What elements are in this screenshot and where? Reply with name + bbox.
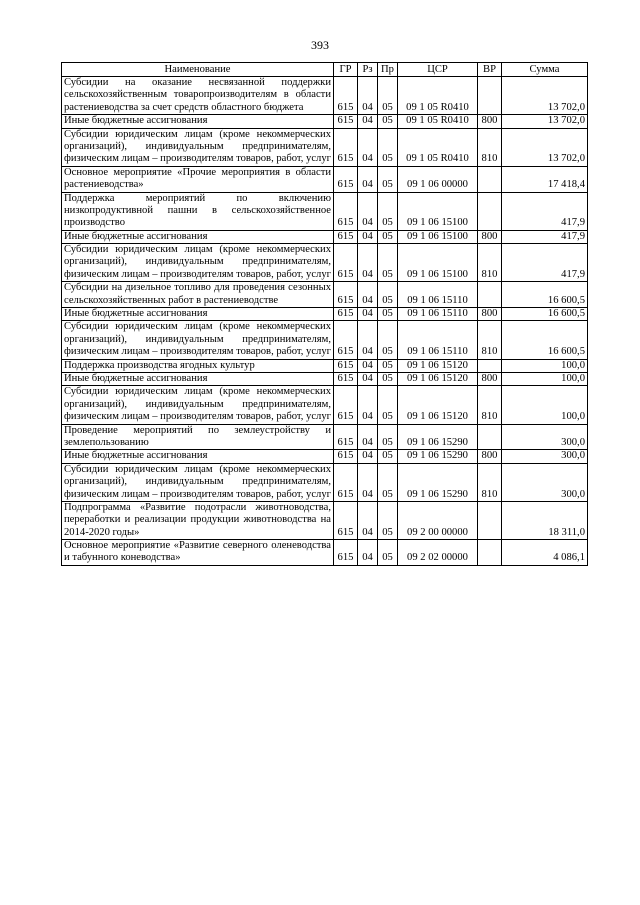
sum-cell: 16 600,5: [502, 321, 588, 359]
vr-cell: [478, 166, 502, 192]
pr-cell: 05: [378, 359, 398, 372]
vr-cell: [478, 359, 502, 372]
pr-cell: 05: [378, 540, 398, 566]
budget-table: [61, 62, 588, 566]
csr-cell: 09 1 06 15110: [398, 282, 478, 308]
name-cell: Субсидии юридическим лицам (кроме некоммерческих организаций), индивидуальным предпринимателям, физическим лицам – производителям товаров, работ, услуг: [62, 321, 334, 359]
csr-cell: 09 1 06 15110: [398, 321, 478, 359]
vr-cell: [478, 501, 502, 539]
rz-cell: 04: [358, 463, 378, 501]
table-row: [62, 501, 588, 539]
table-header-row: [62, 63, 588, 77]
header-name: Наименование: [62, 63, 334, 77]
rz-cell: 04: [358, 244, 378, 282]
gr-cell: 615: [334, 282, 358, 308]
sum-cell: 417,9: [502, 230, 588, 243]
vr-cell: [478, 424, 502, 450]
csr-cell: 09 1 06 15120: [398, 386, 478, 424]
csr-cell: 09 1 05 R0410: [398, 128, 478, 166]
header-vr: ВР: [478, 63, 502, 77]
table-row: [62, 321, 588, 359]
rz-cell: 04: [358, 386, 378, 424]
gr-cell: 615: [334, 386, 358, 424]
pr-cell: 05: [378, 501, 398, 539]
rz-cell: 04: [358, 359, 378, 372]
name-cell: Иные бюджетные ассигнования: [62, 308, 334, 321]
name-cell: Субсидии на дизельное топливо для проведения сезонных сельскохозяйственных работ в растениеводстве: [62, 282, 334, 308]
rz-cell: 04: [358, 450, 378, 463]
name-cell: Субсидии юридическим лицам (кроме некоммерческих организаций), индивидуальным предпринимателям, физическим лицам – производителям товаров, работ, услуг: [62, 128, 334, 166]
header-pr: Пр: [378, 63, 398, 77]
pr-cell: 05: [378, 424, 398, 450]
table-row: [62, 115, 588, 128]
pr-cell: 05: [378, 166, 398, 192]
name-cell: Поддержка производства ягодных культур: [62, 359, 334, 372]
csr-cell: 09 1 05 R0410: [398, 77, 478, 115]
table-row: [62, 77, 588, 115]
vr-cell: 800: [478, 372, 502, 385]
csr-cell: 09 2 00 00000: [398, 501, 478, 539]
csr-cell: 09 1 06 15120: [398, 372, 478, 385]
sum-cell: 18 311,0: [502, 501, 588, 539]
rz-cell: 04: [358, 192, 378, 230]
table-row: [62, 540, 588, 566]
table-row: [62, 230, 588, 243]
sum-cell: 16 600,5: [502, 308, 588, 321]
gr-cell: 615: [334, 321, 358, 359]
pr-cell: 05: [378, 128, 398, 166]
sum-cell: 13 702,0: [502, 128, 588, 166]
gr-cell: 615: [334, 424, 358, 450]
header-sum: Сумма: [502, 63, 588, 77]
name-cell: Субсидии юридическим лицам (кроме некоммерческих организаций), индивидуальным предпринимателям, физическим лицам – производителям товаров, работ, услуг: [62, 386, 334, 424]
gr-cell: 615: [334, 128, 358, 166]
name-cell: Подпрограмма «Развитие подотрасли животноводства, переработки и реализации продукции животноводства на 2014-2020 годы»: [62, 501, 334, 539]
table-row: [62, 308, 588, 321]
vr-cell: 800: [478, 450, 502, 463]
vr-cell: [478, 192, 502, 230]
table-row: [62, 244, 588, 282]
csr-cell: 09 1 06 15100: [398, 192, 478, 230]
header-gr: ГР: [334, 63, 358, 77]
pr-cell: 05: [378, 450, 398, 463]
gr-cell: 615: [334, 230, 358, 243]
name-cell: Поддержка мероприятий по включению низкопродуктивной пашни в сельскохозяйственное производство: [62, 192, 334, 230]
vr-cell: 810: [478, 128, 502, 166]
csr-cell: 09 1 06 15120: [398, 359, 478, 372]
gr-cell: 615: [334, 501, 358, 539]
table-row: [62, 359, 588, 372]
table-row: [62, 463, 588, 501]
pr-cell: 05: [378, 192, 398, 230]
table-row: [62, 450, 588, 463]
vr-cell: 810: [478, 463, 502, 501]
gr-cell: 615: [334, 463, 358, 501]
rz-cell: 04: [358, 230, 378, 243]
csr-cell: 09 1 05 R0410: [398, 115, 478, 128]
table-row: [62, 192, 588, 230]
gr-cell: 615: [334, 166, 358, 192]
gr-cell: 615: [334, 450, 358, 463]
header-csr: ЦСР: [398, 63, 478, 77]
name-cell: Иные бюджетные ассигнования: [62, 230, 334, 243]
vr-cell: 810: [478, 386, 502, 424]
gr-cell: 615: [334, 77, 358, 115]
csr-cell: 09 1 06 15100: [398, 244, 478, 282]
sum-cell: 17 418,4: [502, 166, 588, 192]
pr-cell: 05: [378, 77, 398, 115]
name-cell: Субсидии юридическим лицам (кроме некоммерческих организаций), индивидуальным предпринимателям, физическим лицам – производителям товаров, работ, услуг: [62, 244, 334, 282]
vr-cell: [478, 540, 502, 566]
gr-cell: 615: [334, 359, 358, 372]
table-row: [62, 128, 588, 166]
sum-cell: 16 600,5: [502, 282, 588, 308]
rz-cell: 04: [358, 321, 378, 359]
gr-cell: 615: [334, 540, 358, 566]
rz-cell: 04: [358, 308, 378, 321]
gr-cell: 615: [334, 308, 358, 321]
csr-cell: 09 1 06 00000: [398, 166, 478, 192]
vr-cell: 800: [478, 115, 502, 128]
rz-cell: 04: [358, 77, 378, 115]
pr-cell: 05: [378, 386, 398, 424]
csr-cell: 09 1 06 15100: [398, 230, 478, 243]
rz-cell: 04: [358, 540, 378, 566]
header-rz: Рз: [358, 63, 378, 77]
gr-cell: 615: [334, 244, 358, 282]
csr-cell: 09 2 02 00000: [398, 540, 478, 566]
sum-cell: 4 086,1: [502, 540, 588, 566]
pr-cell: 05: [378, 115, 398, 128]
rz-cell: 04: [358, 424, 378, 450]
name-cell: Основное мероприятие «Развитие северного оленеводства и табунного коневодства»: [62, 540, 334, 566]
pr-cell: 05: [378, 372, 398, 385]
name-cell: Основное мероприятие «Прочие мероприятия в области растениеводства»: [62, 166, 334, 192]
sum-cell: 100,0: [502, 386, 588, 424]
pr-cell: 05: [378, 244, 398, 282]
sum-cell: 417,9: [502, 192, 588, 230]
sum-cell: 100,0: [502, 372, 588, 385]
rz-cell: 04: [358, 115, 378, 128]
table-row: [62, 372, 588, 385]
table-row: [62, 282, 588, 308]
sum-cell: 300,0: [502, 450, 588, 463]
sum-cell: 13 702,0: [502, 77, 588, 115]
page-number: 393: [311, 38, 329, 52]
sum-cell: 300,0: [502, 463, 588, 501]
table-row: [62, 166, 588, 192]
vr-cell: 800: [478, 308, 502, 321]
csr-cell: 09 1 06 15290: [398, 463, 478, 501]
gr-cell: 615: [334, 115, 358, 128]
rz-cell: 04: [358, 166, 378, 192]
pr-cell: 05: [378, 282, 398, 308]
name-cell: Проведение мероприятий по землеустройству и землепользованию: [62, 424, 334, 450]
vr-cell: [478, 282, 502, 308]
name-cell: Иные бюджетные ассигнования: [62, 450, 334, 463]
csr-cell: 09 1 06 15290: [398, 450, 478, 463]
table-row: [62, 424, 588, 450]
vr-cell: [478, 77, 502, 115]
sum-cell: 100,0: [502, 359, 588, 372]
table-body: [62, 77, 588, 566]
sum-cell: 300,0: [502, 424, 588, 450]
rz-cell: 04: [358, 501, 378, 539]
vr-cell: 810: [478, 321, 502, 359]
pr-cell: 05: [378, 463, 398, 501]
name-cell: Субсидии юридическим лицам (кроме некоммерческих организаций), индивидуальным предпринимателям, физическим лицам – производителям товаров, работ, услуг: [62, 463, 334, 501]
table-row: [62, 386, 588, 424]
pr-cell: 05: [378, 321, 398, 359]
rz-cell: 04: [358, 282, 378, 308]
rz-cell: 04: [358, 128, 378, 166]
sum-cell: 13 702,0: [502, 115, 588, 128]
pr-cell: 05: [378, 308, 398, 321]
name-cell: Иные бюджетные ассигнования: [62, 115, 334, 128]
gr-cell: 615: [334, 192, 358, 230]
name-cell: Иные бюджетные ассигнования: [62, 372, 334, 385]
csr-cell: 09 1 06 15110: [398, 308, 478, 321]
vr-cell: 800: [478, 230, 502, 243]
vr-cell: 810: [478, 244, 502, 282]
csr-cell: 09 1 06 15290: [398, 424, 478, 450]
gr-cell: 615: [334, 372, 358, 385]
name-cell: Субсидии на оказание несвязанной поддержки сельскохозяйственным товаропроизводителям в области растениеводства за счет средств областного бюджета: [62, 77, 334, 115]
rz-cell: 04: [358, 372, 378, 385]
pr-cell: 05: [378, 230, 398, 243]
sum-cell: 417,9: [502, 244, 588, 282]
